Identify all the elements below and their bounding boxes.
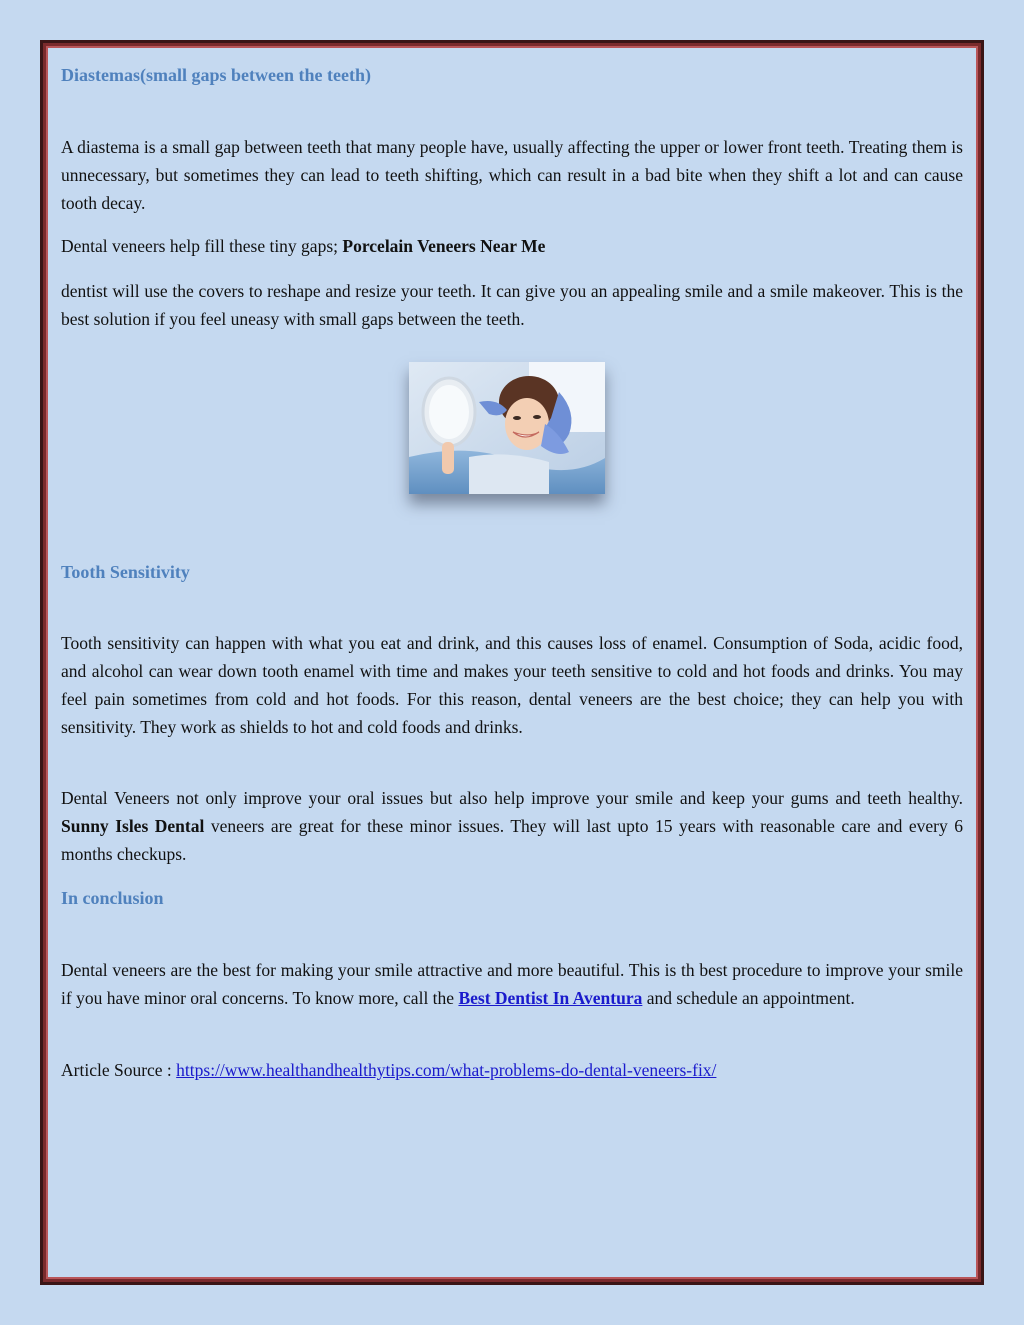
dental-patient-photo	[409, 362, 605, 494]
text-schedule-appointment: and schedule an appointment.	[642, 988, 855, 1008]
page-border-outer	[40, 40, 984, 1285]
heading-diastemas: Diastemas(small gaps between the teeth)	[61, 65, 371, 85]
paragraph-diastema-definition: A diastema is a small gap between teeth that many people have, usually affecting the upper or lower front teeth. Treating them is unnecessary, but sometimes they can lead to teeth shifting, which can result in a bad bite when they shift a lot and can cause tooth decay.	[61, 137, 963, 213]
text-veneers-fill-gaps: Dental veneers help fill these tiny gaps;	[61, 236, 343, 256]
paragraph-veneers-benefits	[61, 784, 963, 868]
paragraph-article-source	[61, 1056, 963, 1084]
dental-patient-illustration	[409, 362, 605, 494]
article-source-label: Article Source :	[61, 1060, 177, 1080]
paragraph-conclusion	[61, 956, 963, 1012]
text-veneers-benefits: Dental Veneers not only improve your oral issues but also help improve your smile and keep your gums and teeth healthy.	[61, 788, 963, 808]
article-source-link[interactable]: https://www.healthandhealthytips.com/what-problems-do-dental-veneers-fix/	[176, 1060, 717, 1080]
text-conclusion: Dental veneers are the best for making your smile attractive and more beautiful. This is th best procedure to improve your smile if you have minor oral concerns. To know more, call the	[61, 960, 963, 1008]
page-border-middle	[43, 43, 981, 1282]
paragraph-veneers-fill-gaps	[61, 232, 963, 260]
heading-tooth-sensitivity: Tooth Sensitivity	[61, 562, 190, 582]
keyword-sunny-isles-dental: Sunny Isles Dental	[61, 816, 205, 836]
paragraph-sensitivity-causes: Tooth sensitivity can happen with what you eat and drink, and this causes loss of enamel. Consumption of Soda, acidic food, and alcohol can wear down tooth enamel with time and makes your teeth sensitive to cold and hot foods and drinks. You may feel pain sometimes from cold and hot foods. For this reason, dental veneers are the best choice; they can help you with sensitivity. They work as shields to hot and cold foods and drinks.	[61, 633, 963, 737]
best-dentist-link[interactable]: Best Dentist In Aventura	[458, 988, 643, 1008]
heading-in-conclusion: In conclusion	[61, 888, 164, 908]
text-veneers-durability: veneers are great for these minor issues. They will last upto 15 years with reasonable care and every 6 months checkups.	[61, 816, 963, 864]
keyword-porcelain-veneers: Porcelain Veneers Near Me	[342, 236, 546, 256]
paragraph-reshape-teeth: dentist will use the covers to reshape and resize your teeth. It can give you an appealing smile and a smile makeover. This is the best solution if you feel uneasy with small gaps between the teeth.	[61, 281, 963, 329]
page-border-inner	[46, 46, 978, 1279]
